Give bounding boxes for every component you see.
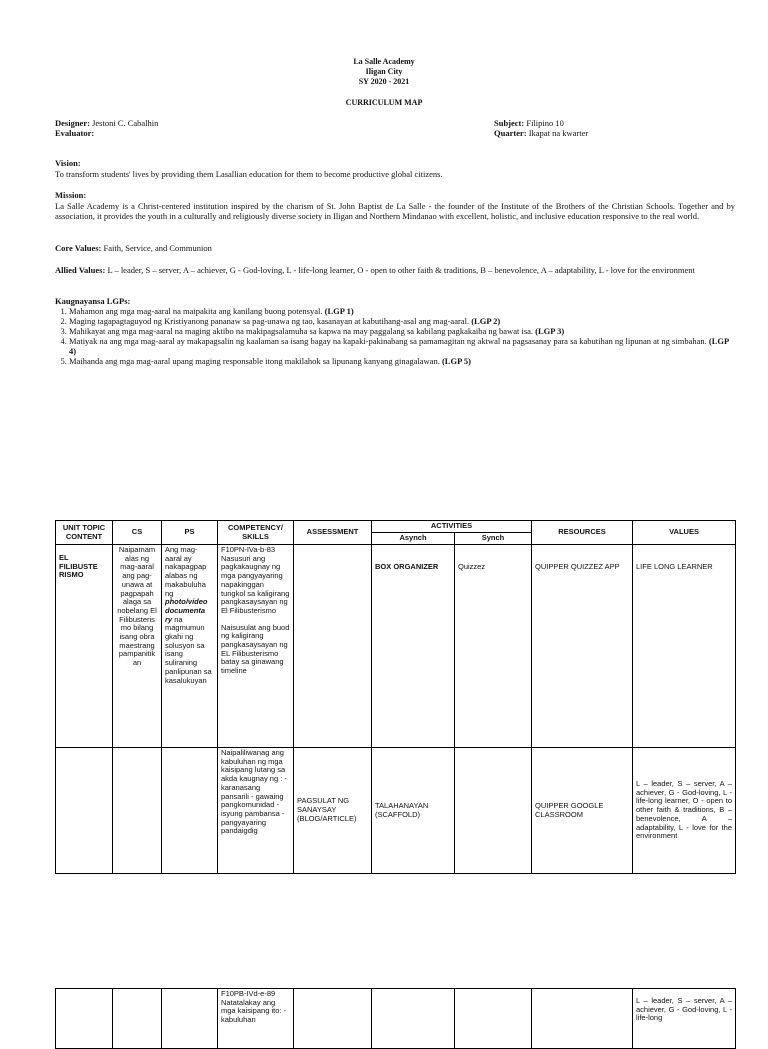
cell-asynch [372,545,455,748]
lgp-item-tag: (LGP 5) [441,356,471,366]
header-synch: Synch [455,533,532,545]
header-resources: RESOURCES [532,521,633,545]
cell-competency [218,545,294,748]
quarter-value: Ikapat na kwarter [528,128,589,138]
lgp-item-text: Mahamon ang mga mag-aaral na maipakita ang kanilang buong potensyal. [69,306,323,316]
cell-cs [113,989,162,1049]
header-activities: ACTIVITIES [372,521,532,533]
allied-values-line [55,265,735,275]
lgp-item-tag: (LGP 1) [324,306,354,316]
lgp-label: Kaugnayansa LGPs: [55,296,131,306]
designer-line [55,118,158,128]
school-name: La Salle Academy [353,57,415,66]
curriculum-map-table-continued [55,988,736,1049]
school-year: SY 2020 - 2021 [358,77,410,86]
cell-cs [113,748,162,874]
cell-unit [56,989,113,1049]
competency-2: Naisusulat ang buod ng kaligirang pangkasaysayan ng EL Filibusterismo batay sa ginawang timeline [221,622,290,676]
lgp-item [69,306,735,316]
cell-ps [162,545,218,748]
evaluator-line [55,128,94,138]
cell-values [633,989,736,1049]
lgp-item-text: Matiyak na ang mga mag-aaral ay makapagsalin ng kaalaman sa isang bagay na kapaki-pakinabang sa pamamagitan ng aktwal na pagsasanay para sa kabutihan ng lipunan at ng simbahan. [69,336,707,346]
table-row [56,748,736,874]
cell-unit [56,748,113,874]
lgp-item [69,316,735,326]
table-header-row [56,521,736,533]
cell-assessment [294,545,372,748]
lgp-list-container [55,306,735,366]
lgp-item-text: Maging tagapagtaguyod ng Kristiyanong pananaw sa pag-unawa ng tao, kasanayan at kabutihang-asal ang mag-aaral. [69,316,470,326]
table-row [56,545,736,748]
cell-asynch: TALAHANAYAN (SCAFFOLD) [372,748,455,874]
ps-text-2: na magmumun gkahi ng solusyon sa isang suliraning panlipunan sa kasalukuyan [165,614,212,685]
cell-resources: QUIPPER GOOGLE CLASSROOM [532,748,633,874]
cell-synch [455,545,532,748]
resources-value: QUIPPER QUIZZEZ APP [535,562,620,571]
mission-text: La Salle Academy is a Christ-centered institution inspired by the charism of St. John Baptist de La Salle - the founder of the Institute of the Brothers of the Christian Schools. Together and by association, it provides the youth in a culturally and religiously diverse society in Iligan and Northern Mindanao with excellent, holistic, and inclusive education responsive to the real world. [55,201,735,221]
unit-topic: EL FILIBUSTE RISMO [59,553,98,580]
curriculum-map-table [55,520,736,874]
cell-unit [56,545,113,748]
core-values-text: Faith, Service, and Communion [103,243,212,253]
mission-label: Mission: [55,190,87,200]
lgp-item-tag: (LGP 4) [69,336,729,356]
cell-resources [532,989,633,1049]
allied-values-label: Allied Values: [55,265,106,275]
synch-value: Quizzez [458,562,486,571]
cell-cs: Naipamam alas ng mag-aaral ang pag-unawa at pagpapah alaga sa nobelang El Filibusteris mo bilang isang obra maestrang pampanitik an [113,545,162,748]
lgp-item [69,356,735,366]
header-values: VALUES [633,521,736,545]
cell-competency: F10PB-IVd-e-89 Natatalakay ang mga kaisipang ito: - kabuluhan [218,989,294,1049]
cell-ps [162,748,218,874]
allied-values-text: L – leader, S – server, A – achiever, G - God-loving, L - life-long learner, O - open to other faith & traditions, B – benevolence, A – adaptability, L - love for the environment [107,265,695,275]
core-values-label: Core Values: [55,243,102,253]
subject-value: Filipino 10 [526,118,564,128]
header-unit: UNIT TOPIC CONTENT [56,521,113,545]
competency-1: F10PN-IVa-b-83 Nasusuri ang pagkakaugnay ng mga pangyayaring napakinggan tungkol sa kaligirang pangkasaysayan ng El Filibusterismo [221,545,290,615]
quarter-line [494,128,588,138]
subject-label: Subject: [494,118,525,128]
school-city: Iligan City [365,67,403,76]
ps-text-1: Ang mag-aaral ay nakapagpap alabas ng makabuluha ng [165,545,207,598]
lgp-item [69,326,735,336]
cell-competency: Naipaliliwanag ang kabuluhan ng mga kaisipang lutang sa akda kaugnay ng : - karanasang pansarili - gawaing pangkomunidad - isyung pambansa - pangyayaring pandaigdig [218,748,294,874]
subject-line [494,118,564,128]
header-ps: PS [162,521,218,545]
header-competency: COMPETENCY/ SKILLS [218,521,294,545]
lgp-item-text: Maihanda ang mga mag-aaral upang maging responsable itong makilahok sa lipunang kanyang ginagalawan. [69,356,440,366]
ps-emphasis: photo/video documenta ry [165,597,208,624]
cell-resources [532,545,633,748]
vision-text: To transform students' lives by providing them Lasallian education for them to become productive global citizens. [55,169,443,179]
evaluator-label: Evaluator: [55,128,95,138]
header-asynch: Asynch [372,533,455,545]
values-value: LIFE LONG LEARNER [636,562,713,571]
cell-asynch [372,989,455,1049]
table-row [56,989,736,1049]
cell-values [633,545,736,748]
header-assessment: ASSESSMENT [294,521,372,545]
cell-values: L – leader, S – server, A – achiever, G - God-loving, L - life-long learner, O - open to other faith & traditions, B – benevolence, A – adaptability, L - love for the environment [633,748,736,874]
cell-synch [455,748,532,874]
cell-assessment [294,989,372,1049]
header-cs: CS [113,521,162,545]
values-value: L – leader, S – server, A – achiever, G - God-loving, L - life-long [636,996,732,1023]
lgp-item-text: Mahikayat ang mga mag-aaral na maging aktibo na makipagsalamuha sa kapwa na may paggalang sa kabilang pagkakaiba ng bawat isa. [69,326,534,336]
document-title: CURRICULUM MAP [345,98,423,107]
designer-value: Jestoni C. Cabalhin [92,118,159,128]
lgp-item-tag: (LGP 2) [471,316,501,326]
core-values-line [55,243,212,253]
cell-assessment: PAGSULAT NG SANAYSAY (BLOG/ARTICLE) [294,748,372,874]
lgp-list [55,306,735,366]
cell-ps [162,989,218,1049]
quarter-label: Quarter: [494,128,527,138]
cell-synch [455,989,532,1049]
asynch-value: BOX ORGANIZER [375,562,439,571]
lgp-item-tag: (LGP 3) [535,326,565,336]
lgp-item [69,336,735,356]
vision-label: Vision: [55,158,81,168]
designer-label: Designer: [55,118,90,128]
